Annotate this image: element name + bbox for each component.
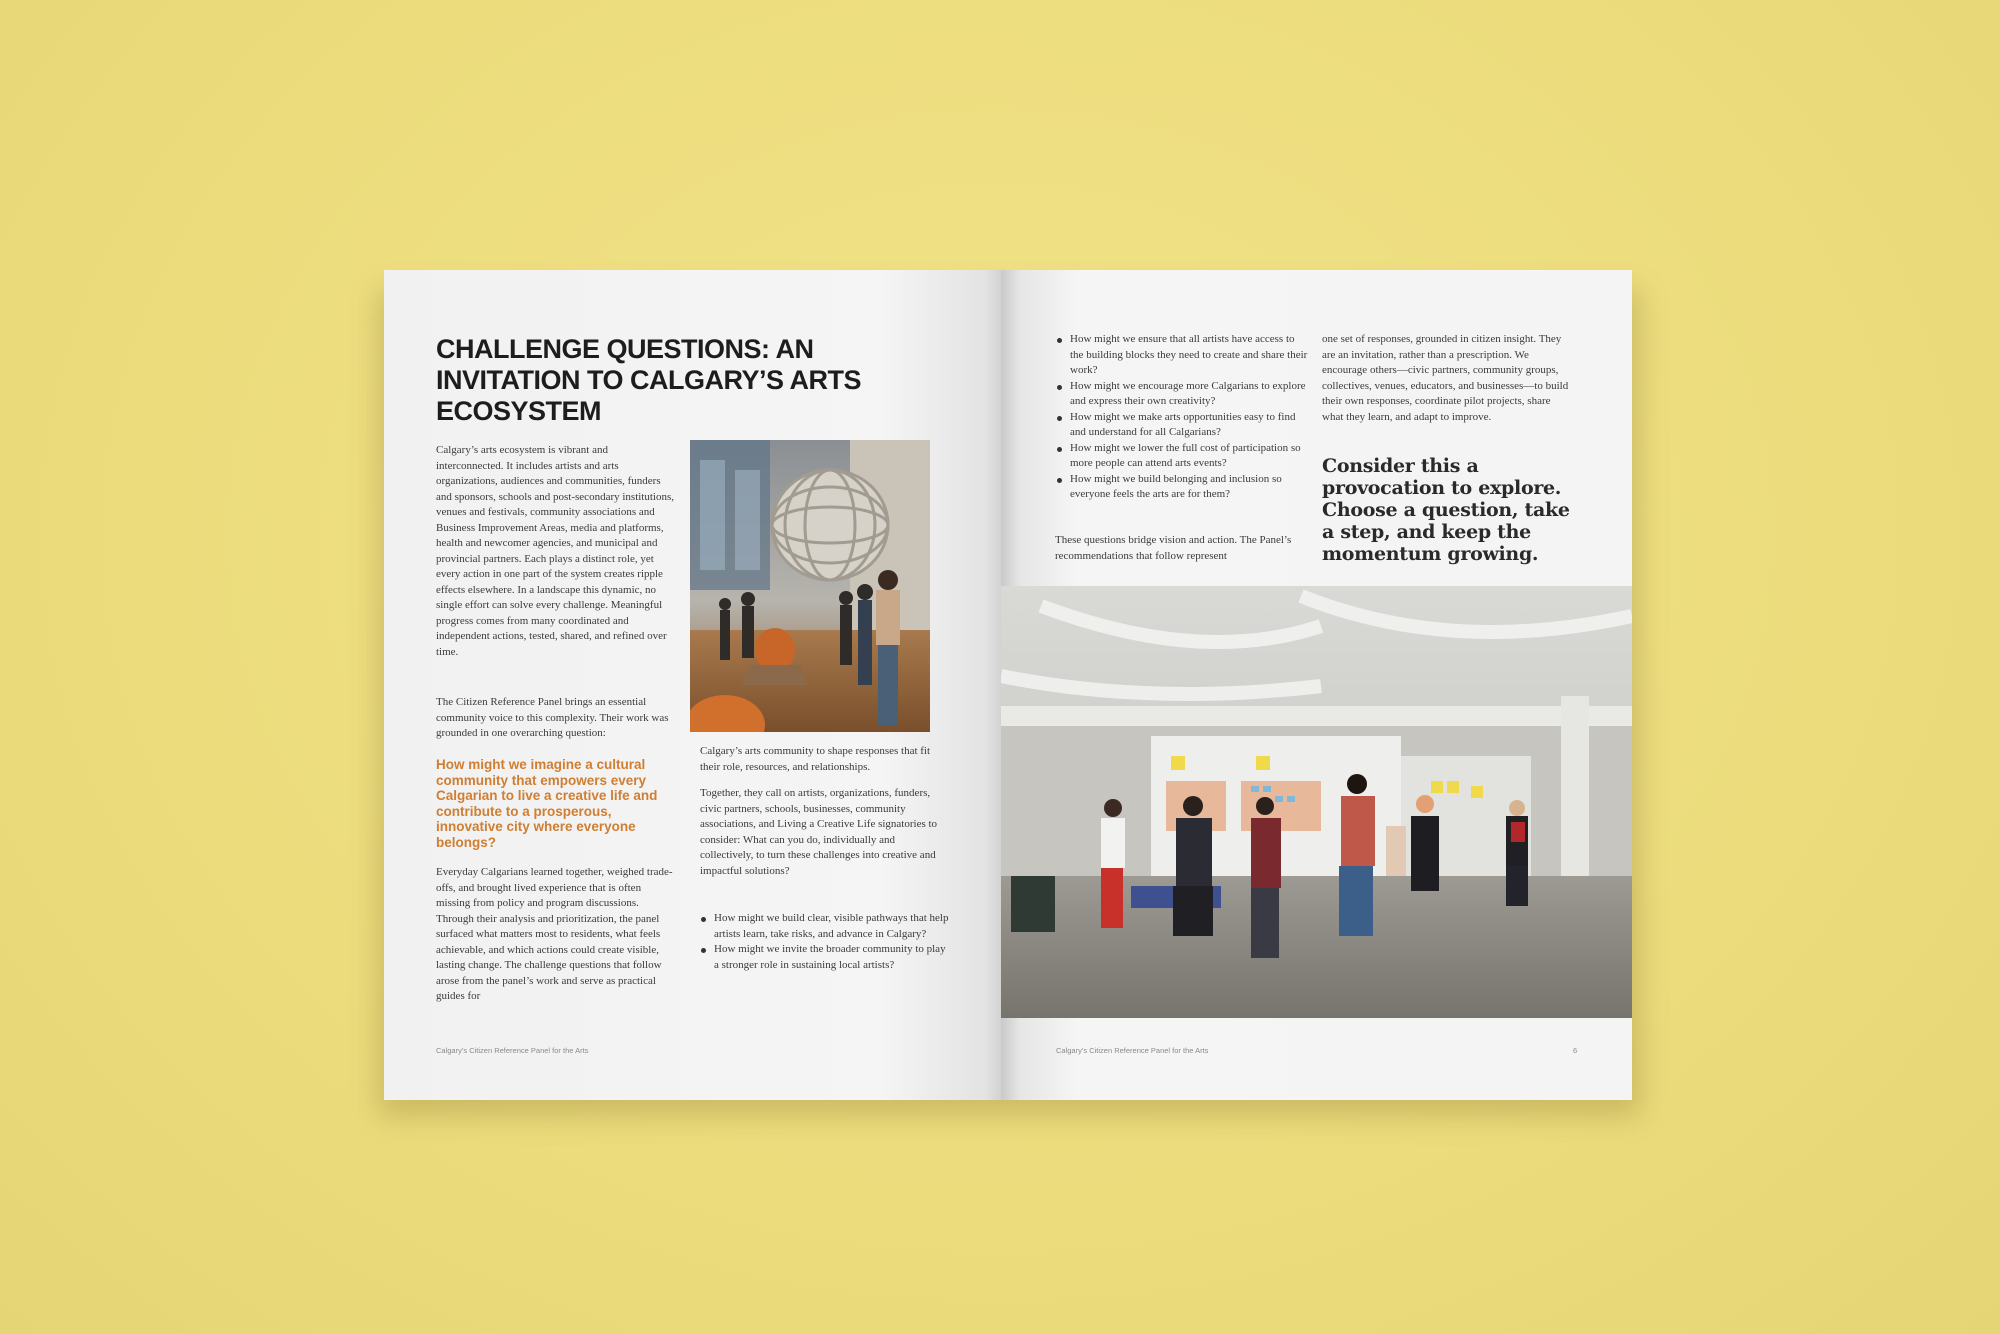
bullet-item: How might we build clear, visible pathways that help artists learn, take risks, and advance in Calgary? — [714, 911, 950, 942]
col2-paragraph-1: Calgary’s arts community to shape responses that fit their role, resources, and relationships. — [700, 745, 931, 773]
process-paragraph: Everyday Calgarians learned together, weighed trade-offs, and brought lived experience that is often missing from policy and program discussions. Through their analysis and prioritization, the panel surfaced what matters most to residents, what feels achievable, and which actions could create visible, lasting change. The challenge questions that follow arose from the panel’s work and serve as practical guides for — [436, 866, 673, 1002]
provocation-statement: Consider this a provocation to explore. Choose a question, take a step, and keep the momentum growing. — [1322, 455, 1570, 565]
page-title: CHALLENGE QUESTIONS: AN INVITATION TO CALGARY’S ARTS ECOSYSTEM — [436, 334, 862, 426]
responses-paragraph: one set of responses, grounded in citizen insight. They are an invitation, rather than a prescription. We encourage others—civic partners, community groups, collectives, venues, educators, and businesses—to build their own responses, coordinate pilot projects, share what they learn, and adapt to improve. — [1322, 333, 1569, 423]
bridge-paragraph: These questions bridge vision and action. The Panel’s recommendations that follow represent — [1055, 534, 1292, 562]
intro-paragraph: Calgary’s arts ecosystem is vibrant and interconnected. It includes artists and arts organizations, audiences and communities, funders and sponsors, schools and post-secondary institutions, venues and festivals, community associations and Business Improvement Areas, media and platforms, health and newcomer agencies, and municipal and provincial partners. Each plays a distinct role, yet every action in one part of the system creates ripple effects elsewhere. In a landscape this dynamic, no single effort can solve every challenge. Meaningful progress comes from many coordinated and independent actions, tested, shared, and refined over time. — [436, 444, 675, 658]
page-number: 6 — [1573, 1046, 1578, 1055]
booklet-spread — [384, 270, 1632, 1100]
left-page — [384, 270, 1004, 1100]
bullet-item: How might we build belonging and inclusion so everyone feels the arts are for them? — [1070, 472, 1310, 503]
workshop-photo — [1001, 586, 1632, 1018]
gallery-sculpture-photo — [690, 440, 930, 732]
right-footer: Calgary’s Citizen Reference Panel for the Arts — [1056, 1046, 1209, 1055]
bullet-item: How might we ensure that all artists have access to the building blocks they need to create and share their work? — [1070, 332, 1310, 379]
right-bullet-list — [1056, 332, 1310, 503]
bullet-item: How might we make arts opportunities easy to find and understand for all Calgarians? — [1070, 410, 1310, 441]
panel-paragraph: The Citizen Reference Panel brings an essential community voice to this complexity. Their work was grounded in one overarching question: — [436, 696, 669, 739]
col2-paragraph-2: Together, they call on artists, organizations, funders, civic partners, schools, businesses, community associations, and Living a Creative Life signatories to consider: What can you do, individually and collectively, to turn these challenges into creative and impactful solutions? — [700, 787, 938, 877]
right-page — [1001, 270, 1632, 1100]
overarching-question-callout: How might we imagine a cultural community that empowers every Calgarian to live a creative life and contribute to a prosperous, innovative city where everyone belongs? — [436, 757, 658, 850]
bullet-item: How might we invite the broader community to play a stronger role in sustaining local artists? — [714, 942, 950, 973]
left-footer: Calgary’s Citizen Reference Panel for the Arts — [436, 1046, 589, 1055]
left-bullet-list — [700, 911, 950, 973]
bullet-item: How might we lower the full cost of participation so more people can attend arts events? — [1070, 441, 1310, 472]
bullet-item: How might we encourage more Calgarians to explore and express their own creativity? — [1070, 379, 1310, 410]
